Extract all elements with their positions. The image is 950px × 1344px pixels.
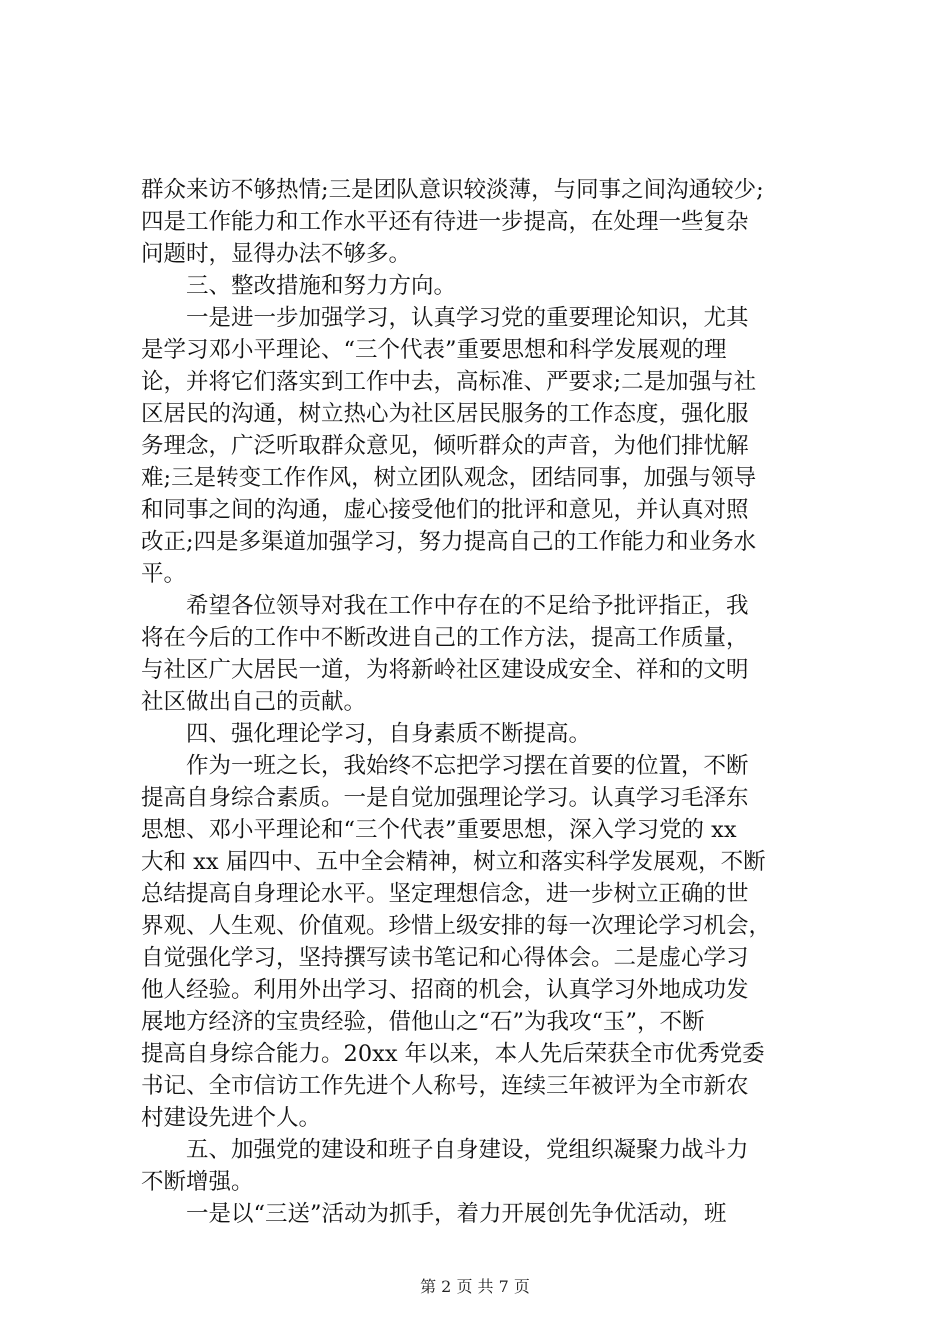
line-text: 大和 xx 届四中、五中全会精神，树立和落实科学发展观，不断	[141, 849, 766, 875]
text-line	[0, 1006, 950, 1038]
line-text: 问题时，显得办法不够多。	[141, 241, 412, 267]
page-number-label: 第 2 页 共 7 页	[420, 1277, 530, 1296]
section-heading	[0, 718, 950, 750]
line-text: 希望各位领导对我在工作中存在的不足给予批评指正，我	[186, 593, 749, 619]
text-line	[0, 782, 950, 814]
text-line	[0, 750, 950, 782]
line-text: 书记、全市信访工作先进个人称号，连续三年被评为全市新农	[141, 1073, 749, 1099]
text-line	[0, 814, 950, 846]
section-heading	[0, 1134, 950, 1166]
text-line	[0, 302, 950, 334]
line-text: 自觉强化学习，坚持撰写读书笔记和心得体会。二是虚心学习	[141, 945, 749, 971]
text-line	[0, 462, 950, 494]
line-text: 作为一班之长，我始终不忘把学习摆在首要的位置，不断	[186, 753, 749, 779]
text-line	[0, 1102, 950, 1134]
line-text: 总结提高自身理论水平。坚定理想信念，进一步树立正确的世	[141, 881, 749, 907]
line-text: 提高自身综合能力。20xx 年以来，本人先后荣获全市优秀党委	[141, 1041, 765, 1067]
line-text: 一是进一步加强学习，认真学习党的重要理论知识，尤其	[186, 305, 749, 331]
text-line	[0, 174, 950, 206]
line-text: 与社区广大居民一道，为将新岭社区建设成安全、祥和的文明	[141, 657, 749, 683]
text-line	[0, 238, 950, 270]
text-line	[0, 1070, 950, 1102]
line-text: 五、加强党的建设和班子自身建设，党组织凝聚力战斗力	[186, 1137, 749, 1163]
line-text: 界观、人生观、价值观。珍惜上级安排的每一次理论学习机会，	[141, 913, 772, 939]
text-line	[0, 622, 950, 654]
line-text: 论，并将它们落实到工作中去，高标准、严要求;二是加强与社	[141, 369, 757, 395]
line-text: 务理念，广泛听取群众意见，倾听群众的声音，为他们排忧解	[141, 433, 749, 459]
line-text: 三、整改措施和努力方向。	[186, 273, 457, 299]
page-footer	[0, 1276, 950, 1298]
line-text: 改正;四是多渠道加强学习，努力提高自己的工作能力和业务水	[141, 529, 757, 555]
text-line	[0, 334, 950, 366]
line-text: 他人经验。利用外出学习、招商的机会，认真学习外地成功发	[141, 977, 749, 1003]
line-text: 思想、邓小平理论和“三个代表”重要思想，深入学习党的 xx	[141, 817, 737, 843]
text-line	[0, 878, 950, 910]
text-line	[0, 910, 950, 942]
line-text: 社区做出自己的贡献。	[141, 689, 367, 715]
text-line	[0, 430, 950, 462]
line-text: 将在今后的工作中不断改进自己的工作方法，提高工作质量，	[141, 625, 749, 651]
line-text: 难;三是转变工作作风，树立团队观念，团结同事，加强与领导	[141, 465, 757, 491]
line-text: 村建设先进个人。	[141, 1105, 322, 1131]
line-text: 一是以“三送”活动为抓手，着力开展创先争优活动，班	[186, 1201, 727, 1227]
line-text: 提高自身综合素质。一是自觉加强理论学习。认真学习毛泽东	[141, 785, 749, 811]
text-line	[0, 494, 950, 526]
line-text: 群众来访不够热情;三是团队意识较淡薄，与同事之间沟通较少;	[141, 177, 764, 203]
text-line	[0, 974, 950, 1006]
line-text: 四是工作能力和工作水平还有待进一步提高，在处理一些复杂	[141, 209, 749, 235]
line-text: 不断增强。	[141, 1169, 254, 1195]
line-text: 四、强化理论学习，自身素质不断提高。	[186, 721, 592, 747]
text-line	[0, 1038, 950, 1070]
text-line	[0, 846, 950, 878]
text-line	[0, 1198, 950, 1230]
section-heading	[0, 270, 950, 302]
line-text: 和同事之间的沟通，虚心接受他们的批评和意见，并认真对照	[141, 497, 749, 523]
line-text: 区居民的沟通，树立热心为社区居民服务的工作态度，强化服	[141, 401, 749, 427]
line-text: 平。	[141, 561, 187, 587]
text-line	[0, 366, 950, 398]
line-text: 是学习邓小平理论、“三个代表”重要思想和科学发展观的理	[141, 337, 727, 363]
text-line	[0, 558, 950, 590]
text-line	[0, 398, 950, 430]
text-line	[0, 526, 950, 558]
text-line	[0, 686, 950, 718]
text-line	[0, 654, 950, 686]
section-heading	[0, 1166, 950, 1198]
text-line	[0, 206, 950, 238]
line-text: 展地方经济的宝贵经验，借他山之“石”为我攻“玉”，不断	[141, 1009, 705, 1035]
text-line	[0, 590, 950, 622]
text-line	[0, 942, 950, 974]
